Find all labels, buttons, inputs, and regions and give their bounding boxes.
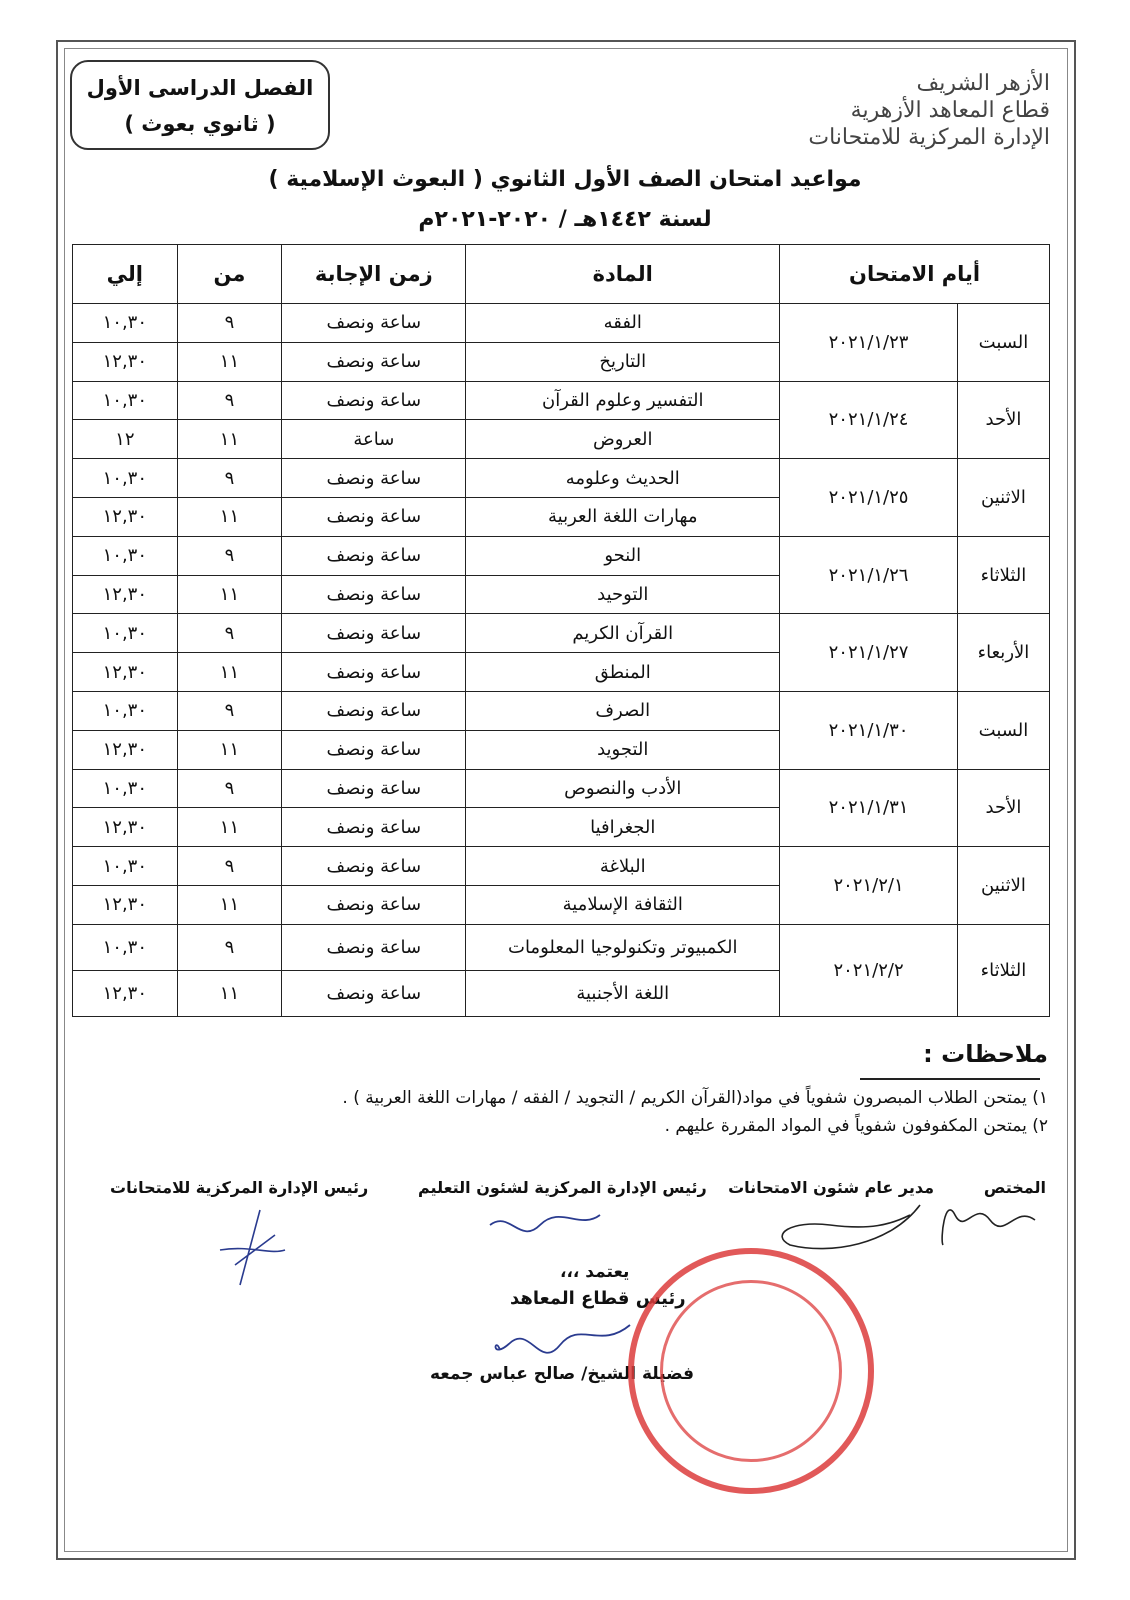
to-cell: ١٢,٣٠ [73, 808, 178, 847]
to-cell: ١٢,٣٠ [73, 575, 178, 614]
to-cell: ١٠,٣٠ [73, 614, 178, 653]
from-cell: ١١ [177, 730, 282, 769]
date-cell: ٢٠٢١/٢/٢ [780, 924, 958, 1016]
subject-cell: التوحيد [466, 575, 780, 614]
day-cell: الثلاثاء [957, 536, 1049, 614]
to-cell: ١٢,٣٠ [73, 970, 178, 1016]
date-cell: ٢٠٢١/١/٣٠ [780, 691, 958, 769]
to-cell: ١٢,٣٠ [73, 497, 178, 536]
to-cell: ١٢,٣٠ [73, 653, 178, 692]
semester-label: الفصل الدراسى الأول [86, 76, 314, 100]
head-exams-signature [200, 1205, 300, 1295]
day-cell: الأحد [957, 381, 1049, 459]
subject-cell: الثقافة الإسلامية [466, 885, 780, 924]
duration-cell: ساعة ونصف [282, 342, 466, 381]
subject-cell: النحو [466, 536, 780, 575]
general-manager-signature [770, 1195, 930, 1265]
date-cell: ٢٠٢١/٢/١ [780, 847, 958, 925]
from-cell: ١١ [177, 970, 282, 1016]
head-sector-signature [490, 1315, 640, 1360]
to-cell: ١٠,٣٠ [73, 924, 178, 970]
to-cell: ١٠,٣٠ [73, 769, 178, 808]
from-cell: ١١ [177, 885, 282, 924]
day-cell: الأربعاء [957, 614, 1049, 692]
subject-cell: مهارات اللغة العربية [466, 497, 780, 536]
duration-cell: ساعة ونصف [282, 497, 466, 536]
institution-header [780, 70, 1050, 151]
subject-cell: التفسير وعلوم القرآن [466, 381, 780, 420]
table-row [73, 691, 1050, 730]
subject-cell: الحديث وعلومه [466, 459, 780, 498]
notes-title: ملاحظات : [923, 1040, 1048, 1068]
subject-cell: الكمبيوتر وتكنولوجيا المعلومات [466, 924, 780, 970]
duration-cell: ساعة ونصف [282, 304, 466, 343]
official-stamp [628, 1248, 874, 1494]
subject-cell: الصرف [466, 691, 780, 730]
duration-cell: ساعة ونصف [282, 575, 466, 614]
semester-box [70, 60, 330, 150]
duration-cell: ساعة ونصف [282, 885, 466, 924]
table-row [73, 459, 1050, 498]
exam-schedule-table [72, 244, 1050, 1017]
table-row [73, 769, 1050, 808]
subject-cell: التجويد [466, 730, 780, 769]
duration-cell: ساعة ونصف [282, 381, 466, 420]
header-duration: زمن الإجابة [282, 245, 466, 304]
day-cell: الثلاثاء [957, 924, 1049, 1016]
to-cell: ١٠,٣٠ [73, 536, 178, 575]
table-row [73, 381, 1050, 420]
from-cell: ٩ [177, 847, 282, 886]
day-cell: الاثنين [957, 459, 1049, 537]
date-cell: ٢٠٢١/١/٢٧ [780, 614, 958, 692]
duration-cell: ساعة ونصف [282, 924, 466, 970]
to-cell: ١٢,٣٠ [73, 730, 178, 769]
note-item: ١) يمتحن الطلاب المبصرون شفوياً في مواد(القرآن الكريم / التجويد / الفقه / مهارات اللغة العربية ) . [342, 1088, 1048, 1108]
subject-cell: الجغرافيا [466, 808, 780, 847]
institution-line: الإدارة المركزية للامتحانات [808, 125, 1050, 150]
date-cell: ٢٠٢١/١/٢٤ [780, 381, 958, 459]
note-item: ٢) يمتحن المكفوفون شفوياً في المواد المقررة عليهم . [664, 1116, 1048, 1136]
duration-cell: ساعة [282, 420, 466, 459]
from-cell: ١١ [177, 497, 282, 536]
header-to: إلي [73, 245, 178, 304]
table-row [73, 847, 1050, 886]
title-line-1: مواعيد امتحان الصف الأول الثانوي ( البعوث الإسلامية ) [268, 167, 862, 192]
from-cell: ٩ [177, 459, 282, 498]
duration-cell: ساعة ونصف [282, 653, 466, 692]
subject-cell: البلاغة [466, 847, 780, 886]
header-subject: المادة [466, 245, 780, 304]
from-cell: ٩ [177, 614, 282, 653]
date-cell: ٢٠٢١/١/٣١ [780, 769, 958, 847]
date-cell: ٢٠٢١/١/٢٣ [780, 304, 958, 382]
from-cell: ٩ [177, 924, 282, 970]
notes-underline [860, 1078, 1040, 1080]
signature-specialist-label: المختص [983, 1178, 1046, 1197]
subject-cell: العروض [466, 420, 780, 459]
subject-cell: التاريخ [466, 342, 780, 381]
track-label: ( ثانوي بعوث ) [124, 112, 276, 136]
table-row [73, 924, 1050, 970]
duration-cell: ساعة ونصف [282, 459, 466, 498]
date-cell: ٢٠٢١/١/٢٥ [780, 459, 958, 537]
from-cell: ٩ [177, 769, 282, 808]
from-cell: ١١ [177, 808, 282, 847]
day-cell: السبت [957, 691, 1049, 769]
head-sector-label: رئيس قطاع المعاهد [510, 1288, 686, 1309]
to-cell: ١٠,٣٠ [73, 381, 178, 420]
day-cell: الأحد [957, 769, 1049, 847]
from-cell: ١١ [177, 342, 282, 381]
day-cell: الاثنين [957, 847, 1049, 925]
from-cell: ٩ [177, 536, 282, 575]
institution-line: الأزهر الشريف [916, 71, 1050, 96]
to-cell: ١٢ [73, 420, 178, 459]
to-cell: ١٢,٣٠ [73, 342, 178, 381]
to-cell: ١٠,٣٠ [73, 847, 178, 886]
duration-cell: ساعة ونصف [282, 970, 466, 1016]
table-row [73, 614, 1050, 653]
to-cell: ١٠,٣٠ [73, 304, 178, 343]
duration-cell: ساعة ونصف [282, 730, 466, 769]
duration-cell: ساعة ونصف [282, 614, 466, 653]
duration-cell: ساعة ونصف [282, 691, 466, 730]
from-cell: ١١ [177, 420, 282, 459]
table-row [73, 304, 1050, 343]
table-row [73, 536, 1050, 575]
signature-head-exams-label: رئيس الإدارة المركزية للامتحانات [110, 1178, 369, 1197]
subject-cell: الفقه [466, 304, 780, 343]
table-header-row [73, 245, 1050, 304]
title-line-2: لسنة ١٤٤٢هـ / ٢٠٢٠-٢٠٢١م [418, 207, 712, 232]
duration-cell: ساعة ونصف [282, 847, 466, 886]
day-cell: السبت [957, 304, 1049, 382]
header-from: من [177, 245, 282, 304]
approval-label: يعتمد ،،، [560, 1262, 630, 1282]
subject-cell: المنطق [466, 653, 780, 692]
head-education-signature [480, 1200, 610, 1240]
to-cell: ١٢,٣٠ [73, 885, 178, 924]
sheikh-name: فضيلة الشيخ/ صالح عباس جمعه [430, 1364, 695, 1384]
signature-general-manager-label: مدير عام شئون الامتحانات [728, 1178, 934, 1197]
from-cell: ٩ [177, 381, 282, 420]
subject-cell: القرآن الكريم [466, 614, 780, 653]
subject-cell: اللغة الأجنبية [466, 970, 780, 1016]
to-cell: ١٠,٣٠ [73, 691, 178, 730]
to-cell: ١٠,٣٠ [73, 459, 178, 498]
duration-cell: ساعة ونصف [282, 769, 466, 808]
date-cell: ٢٠٢١/١/٢٦ [780, 536, 958, 614]
duration-cell: ساعة ونصف [282, 536, 466, 575]
duration-cell: ساعة ونصف [282, 808, 466, 847]
institution-line: قطاع المعاهد الأزهرية [850, 98, 1050, 123]
document-title [200, 160, 930, 240]
notes-list [128, 1084, 1048, 1140]
from-cell: ١١ [177, 653, 282, 692]
from-cell: ١١ [177, 575, 282, 614]
from-cell: ٩ [177, 304, 282, 343]
signature-head-education-label: رئيس الإدارة المركزية لشئون التعليم [418, 1178, 707, 1197]
header-days: أيام الامتحان [780, 245, 1050, 304]
specialist-signature [935, 1200, 1045, 1250]
from-cell: ٩ [177, 691, 282, 730]
subject-cell: الأدب والنصوص [466, 769, 780, 808]
